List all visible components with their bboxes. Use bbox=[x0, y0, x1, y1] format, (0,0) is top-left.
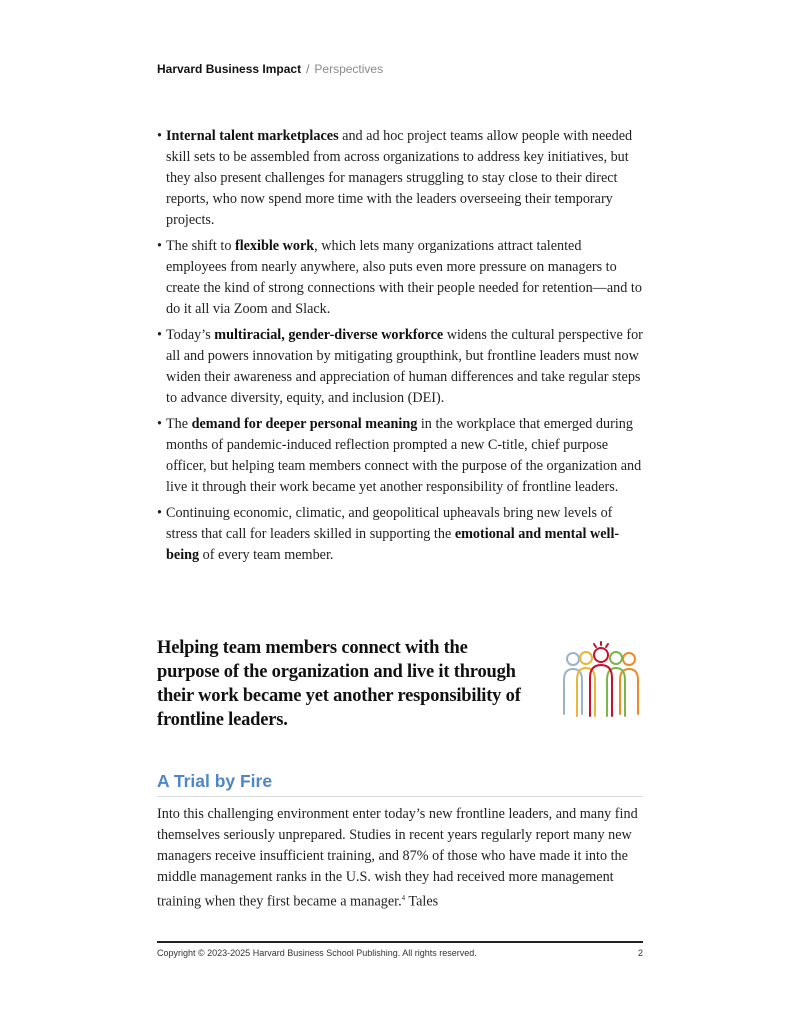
list-item bbox=[157, 414, 643, 498]
trend-list bbox=[157, 126, 643, 571]
breadcrumb bbox=[157, 62, 383, 76]
item-highlight: demand for deeper personal meaning bbox=[191, 416, 418, 432]
page-number: 2 bbox=[637, 948, 643, 958]
copyright-notice: Copyright © 2023-2025 Harvard Business School Publishing. All rights reserved. bbox=[157, 948, 477, 958]
list-item bbox=[157, 236, 643, 320]
item-text: and ad hoc project teams allow people with needed skill sets to be assembled from across organizations to address key initiatives, but they also present challenges for managers struggling to stay close to their direct reports, who now spend more time with the leaders overseeing their temporary projects. bbox=[166, 128, 633, 228]
item-highlight: multiracial, gender-diverse workforce bbox=[214, 327, 444, 343]
breadcrumb-separator: / bbox=[306, 62, 310, 76]
item-text: , which lets many organizations attract talented employees from nearly anywhere, also puts even more pressure on managers to create the kind of strong connections with their people needed for retention—and to do it all via Zoom and Slack. bbox=[166, 238, 642, 317]
item-text: The bbox=[166, 416, 192, 432]
list-item bbox=[157, 325, 643, 409]
item-highlight: Internal talent marketplaces bbox=[166, 128, 339, 144]
pull-quote: Helping team members connect with the purpose of the organization and live it through their work became yet another responsibility of frontline leaders. bbox=[157, 638, 521, 730]
page-footer bbox=[157, 941, 643, 958]
paragraph-text: Tales bbox=[405, 893, 439, 910]
item-text: Today’s bbox=[166, 327, 215, 343]
footnote-marker: 4 bbox=[401, 894, 406, 902]
paragraph-text: Into this challenging environment enter today’s new frontline leaders, and many find themselves seriously unprepared. Studies in recent years regularly report many new managers receive insufficient training, and 87% of those who have made it into the middle management ranks in the U.S. wish they had received more management training when they first became a manager. bbox=[157, 806, 638, 910]
body-paragraph bbox=[157, 804, 643, 913]
item-highlight: emotional and mental well-being bbox=[166, 526, 620, 563]
item-text: The shift to bbox=[166, 238, 235, 254]
section-heading: A Trial by Fire bbox=[157, 771, 643, 797]
team-people-icon bbox=[560, 640, 642, 720]
list-item bbox=[157, 126, 643, 231]
item-text: in the workplace that emerged during months of pandemic-induced reflection prompted a new C-title, chief purpose officer, but helping team members connect with the purpose of the organization and live it through their work became yet another responsibility of frontline leaders. bbox=[166, 416, 642, 495]
item-text: widens the cultural perspective for all and powers innovation by mitigating groupthink, but frontline leaders must now widen their awareness and appreciation of human differences and take regular steps to advance diversity, equity, and inclusion (DEI). bbox=[166, 327, 643, 406]
item-text: of every team member. bbox=[199, 547, 334, 563]
brand-name: Harvard Business Impact bbox=[157, 62, 302, 76]
item-text: Continuing economic, climatic, and geopolitical upheavals bring new levels of stress that call for leaders skilled in supporting the bbox=[166, 505, 613, 542]
list-item bbox=[157, 503, 643, 566]
item-highlight: flexible work bbox=[234, 238, 315, 254]
section-name: Perspectives bbox=[314, 62, 384, 76]
